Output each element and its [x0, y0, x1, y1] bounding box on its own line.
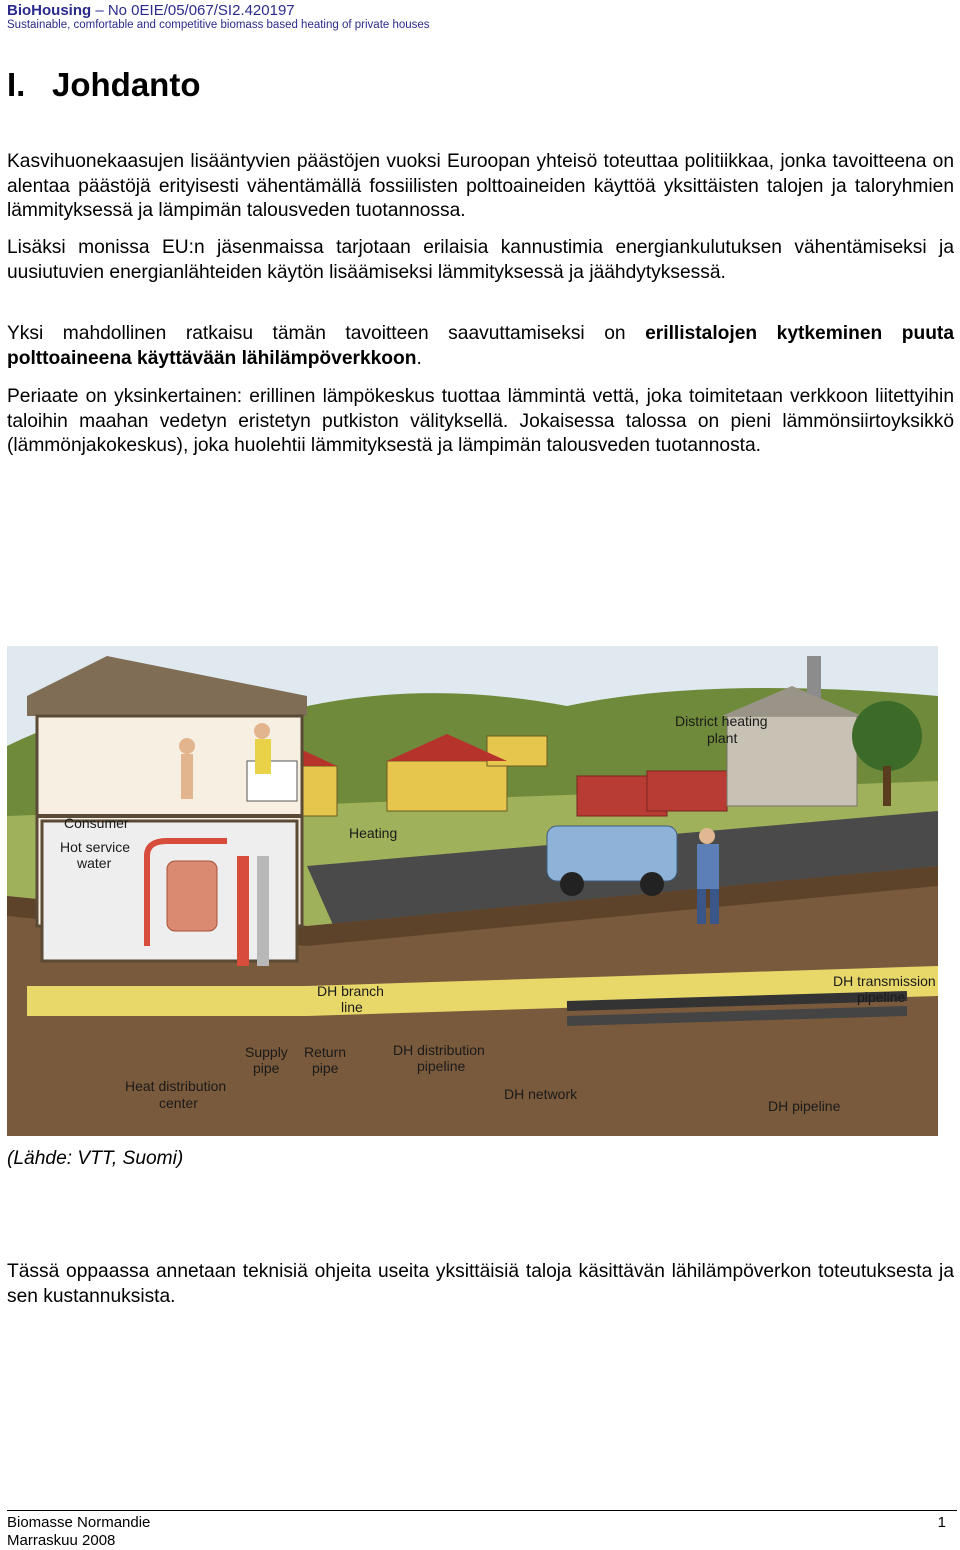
paragraph-4: Periaate on yksinkertainen: erillinen lämpökeskus tuottaa lämmintä vettä, joka toimitetaan verkkoon liitettyihin taloihin maahan vedetyn eristetyn putkiston välityksellä. Jokaisessa talossa on pieni lämmönsiirtoyksikkö (lämmönjakokeskus), joka huolehtii lämmityksestä ja lämpimän talousveden tuotannosta.	[7, 386, 954, 456]
footer-divider	[7, 1510, 957, 1511]
figure-caption: (Lähde: VTT, Suomi)	[7, 1148, 184, 1169]
label-heat-distribution: Heat distribution	[125, 1078, 227, 1094]
section-title: Johdanto	[52, 66, 201, 103]
header-brand: BioHousing	[7, 2, 92, 19]
label-dh-branch-line: line	[341, 999, 363, 1015]
section-number: I.	[7, 66, 26, 103]
label-dh-network: DH network	[504, 1086, 578, 1102]
label-dh-branch: DH branch	[317, 983, 384, 999]
label-supply-pipe: pipe	[253, 1060, 280, 1076]
section-heading	[7, 66, 200, 104]
label-dh-pipeline: DH pipeline	[768, 1098, 841, 1114]
paragraph-3	[7, 322, 954, 371]
header-title	[7, 2, 295, 19]
label-plant: plant	[707, 730, 738, 746]
paragraph-1: Kasvihuonekaasujen lisääntyvien päästöjen vuoksi Euroopan yhteisö toteuttaa politiikkaa, jonka tavoitteena on alentaa päästöjä erityisesti vähentämällä fossiilisten polttoaineiden käyttöä yksittäisten talojen ja taloryhmien lämmityksessä ja lämpimän talousveden tuotannossa.	[7, 151, 954, 221]
label-dh-transmission-pipeline: pipeline	[857, 989, 906, 1005]
footer-org: Biomasse Normandie	[7, 1514, 151, 1531]
label-hot-service-water: water	[77, 855, 112, 871]
district-heating-illustration	[7, 566, 938, 1136]
page-number: 1	[937, 1514, 946, 1531]
paragraph-2: Lisäksi monissa EU:n jäsenmaissa tarjotaan erilaisia kannustimia energiankulutuksen vähentämiseksi ja uusiutuvien energianlähteiden käytön lisäämiseksi lämmityksessä ja jäähdytyksessä.	[7, 237, 954, 283]
label-return-pipe: pipe	[312, 1060, 339, 1076]
footer-date: Marraskuu 2008	[7, 1532, 116, 1549]
label-district-heating: District heating	[675, 713, 768, 729]
label-heating: Heating	[349, 825, 398, 841]
label-hot-service: Hot service	[60, 839, 131, 855]
paragraph-3-end: .	[416, 347, 422, 369]
paragraph-3-start: Yksi mahdollinen ratkaisu tämän tavoitteen saavuttamiseksi on	[7, 323, 646, 344]
header-subtitle: Sustainable, comfortable and competitive biomass based heating of private houses	[7, 19, 430, 31]
label-supply: Supply	[245, 1044, 288, 1060]
label-dh-distribution: DH distribution	[393, 1042, 485, 1058]
footer-left	[7, 1514, 150, 1550]
header-code: – No 0EIE/05/067/SI2.420197	[91, 2, 295, 19]
label-dh-transmission: DH transmission	[833, 973, 936, 989]
paragraph-3-bold: erillistalojen kytkeminen puuta polttoaineena käyttävään lähilämpöverkkoon	[7, 323, 954, 369]
label-return: Return	[304, 1044, 347, 1060]
label-heat-distribution-center: center	[159, 1095, 198, 1111]
label-dh-distribution-pipeline: pipeline	[417, 1058, 466, 1074]
paragraph-5: Tässä oppaassa annetaan teknisiä ohjeita useita yksittäisiä taloja käsittävän lähilämpöverkon toteutuksesta ja sen kustannuksista.	[7, 1261, 954, 1307]
label-consumer: Consumer	[64, 815, 129, 831]
